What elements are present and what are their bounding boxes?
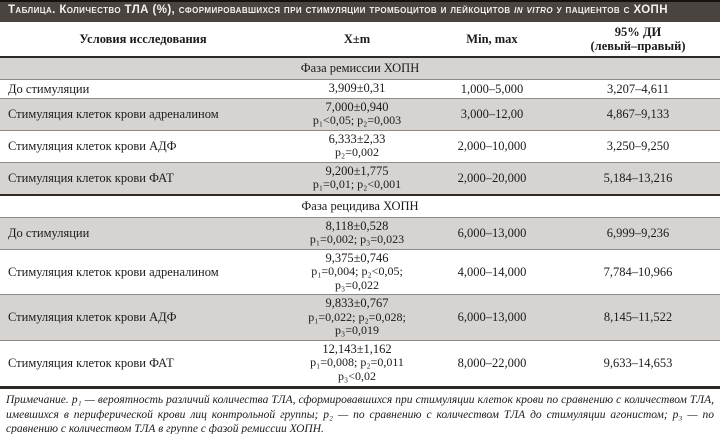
xm-pvalues-2: p₃<0,02: [338, 368, 376, 383]
cell-minmax: 6,000–13,000: [428, 217, 556, 249]
cell-condition: Стимуляция клеток крови ФАТ: [0, 340, 286, 385]
cell-ci: 6,999–9,236: [556, 217, 720, 249]
table-row: [0, 295, 720, 341]
xm-pvalues-1: p₁=0,01; p₂<0,001: [312, 177, 402, 191]
cell-xm: [286, 130, 428, 162]
table-row: [0, 130, 720, 162]
cell-ci: 9,633–14,653: [556, 340, 720, 385]
table-row: [0, 340, 720, 385]
cell-condition: До стимуляции: [0, 79, 286, 98]
col-header-ci: [556, 22, 720, 57]
table-row: [0, 98, 720, 130]
table-title-suffix: у пациентов с ХОПН: [556, 4, 668, 16]
xm-pvalues-1: p₁=0,008; p₂=0,011: [310, 355, 404, 369]
xm-pvalues-1: p₁<0,05; p₂=0,003: [312, 113, 402, 127]
cell-condition: Стимуляция клеток крови АДФ: [0, 130, 286, 162]
col-header-ci-line2: (левый–правый): [590, 38, 686, 53]
xm-pvalues-1: p₁=0,022; p₂=0,028;: [308, 309, 406, 324]
cell-xm: [286, 249, 428, 295]
cell-xm: [286, 162, 428, 195]
cell-minmax: 3,000–12,00: [428, 98, 556, 130]
table-header: [0, 22, 720, 57]
xm-pvalues-1: p₁=0,002; p₃=0,023: [309, 232, 405, 246]
xm-pvalues-1: p₂=0,002: [335, 145, 379, 159]
xm-pvalues-2: p₃=0,022: [335, 277, 379, 292]
cell-minmax: 1,000–5,000: [428, 79, 556, 98]
header-row: [0, 22, 720, 57]
section-header-remission: [0, 57, 720, 80]
cell-condition: Стимуляция клеток крови ФАТ: [0, 162, 286, 195]
cell-minmax: 2,000–20,000: [428, 162, 556, 195]
table-row: [0, 217, 720, 249]
col-header-conditions: Условия исследования: [0, 22, 286, 57]
xm-value: 12,143±1,162: [322, 341, 392, 356]
xm-pvalues-2: p₃=0,019: [335, 323, 379, 337]
xm-value: 9,833±0,767: [325, 296, 389, 310]
col-header-ci-line1: 95% ДИ: [614, 24, 662, 39]
cell-xm: [286, 217, 428, 249]
xm-value: 9,375±0,746: [325, 250, 389, 265]
cell-ci: 4,867–9,133: [556, 98, 720, 130]
table-title: [0, 0, 720, 22]
xm-value: 8,118±0,528: [325, 218, 389, 233]
col-header-mean: X±m: [286, 22, 428, 57]
table-row: [0, 79, 720, 98]
cell-condition: Стимуляция клеток крови адреналином: [0, 249, 286, 295]
xm-value: 7,000±0,940: [325, 99, 389, 114]
cell-xm: [286, 98, 428, 130]
xm-value: 3,909±0,31: [328, 80, 386, 95]
section-header-relapse: [0, 195, 720, 218]
data-table: [0, 22, 720, 386]
cell-condition: Стимуляция клеток крови адреналином: [0, 98, 286, 130]
cell-ci: 7,784–10,966: [556, 249, 720, 295]
col-header-minmax: Min, max: [428, 22, 556, 57]
xm-value: 6,333±2,33: [328, 131, 386, 146]
cell-xm: [286, 295, 428, 341]
cell-ci: 3,250–9,250: [556, 130, 720, 162]
table-row: [0, 249, 720, 295]
cell-ci: 8,145–11,522: [556, 295, 720, 341]
cell-ci: 5,184–13,216: [556, 162, 720, 195]
cell-condition: До стимуляции: [0, 217, 286, 249]
section-title: Фаза ремиссии ХОПН: [0, 57, 720, 80]
cell-minmax: 6,000–13,000: [428, 295, 556, 341]
section-title: Фаза рецидива ХОПН: [0, 195, 720, 218]
xm-value: 9,200±1,775: [325, 163, 389, 178]
table-footnote: Примечание. p₁ — вероятность различий количества ТЛА, сформировавшихся при стимуляции клеток крови по сравнению с количеством ТЛА, имевшихся в периферической крови лиц контрольной группы; p₂ — по сравнению с количеством ТЛА до стимуляции агонистом; p₃ — по сравнению с количеством ТЛА в группе с фазой ремиссии ХОПН.: [0, 386, 720, 434]
cell-xm: [286, 340, 428, 385]
cell-minmax: 2,000–10,000: [428, 130, 556, 162]
cell-xm: [286, 79, 428, 98]
table-row: [0, 162, 720, 195]
cell-minmax: 8,000–22,000: [428, 340, 556, 385]
table-title-invitro: in vitro: [514, 4, 553, 16]
table-title-text: Таблица. Количество ТЛА (%), сформировавшихся при стимуляции тромбоцитов и лейкоцитов: [8, 4, 511, 16]
cell-condition: Стимуляция клеток крови АДФ: [0, 295, 286, 341]
cell-ci: 3,207–4,611: [556, 79, 720, 98]
xm-pvalues-1: p₁=0,004; p₂<0,05;: [311, 264, 403, 278]
cell-minmax: 4,000–14,000: [428, 249, 556, 295]
